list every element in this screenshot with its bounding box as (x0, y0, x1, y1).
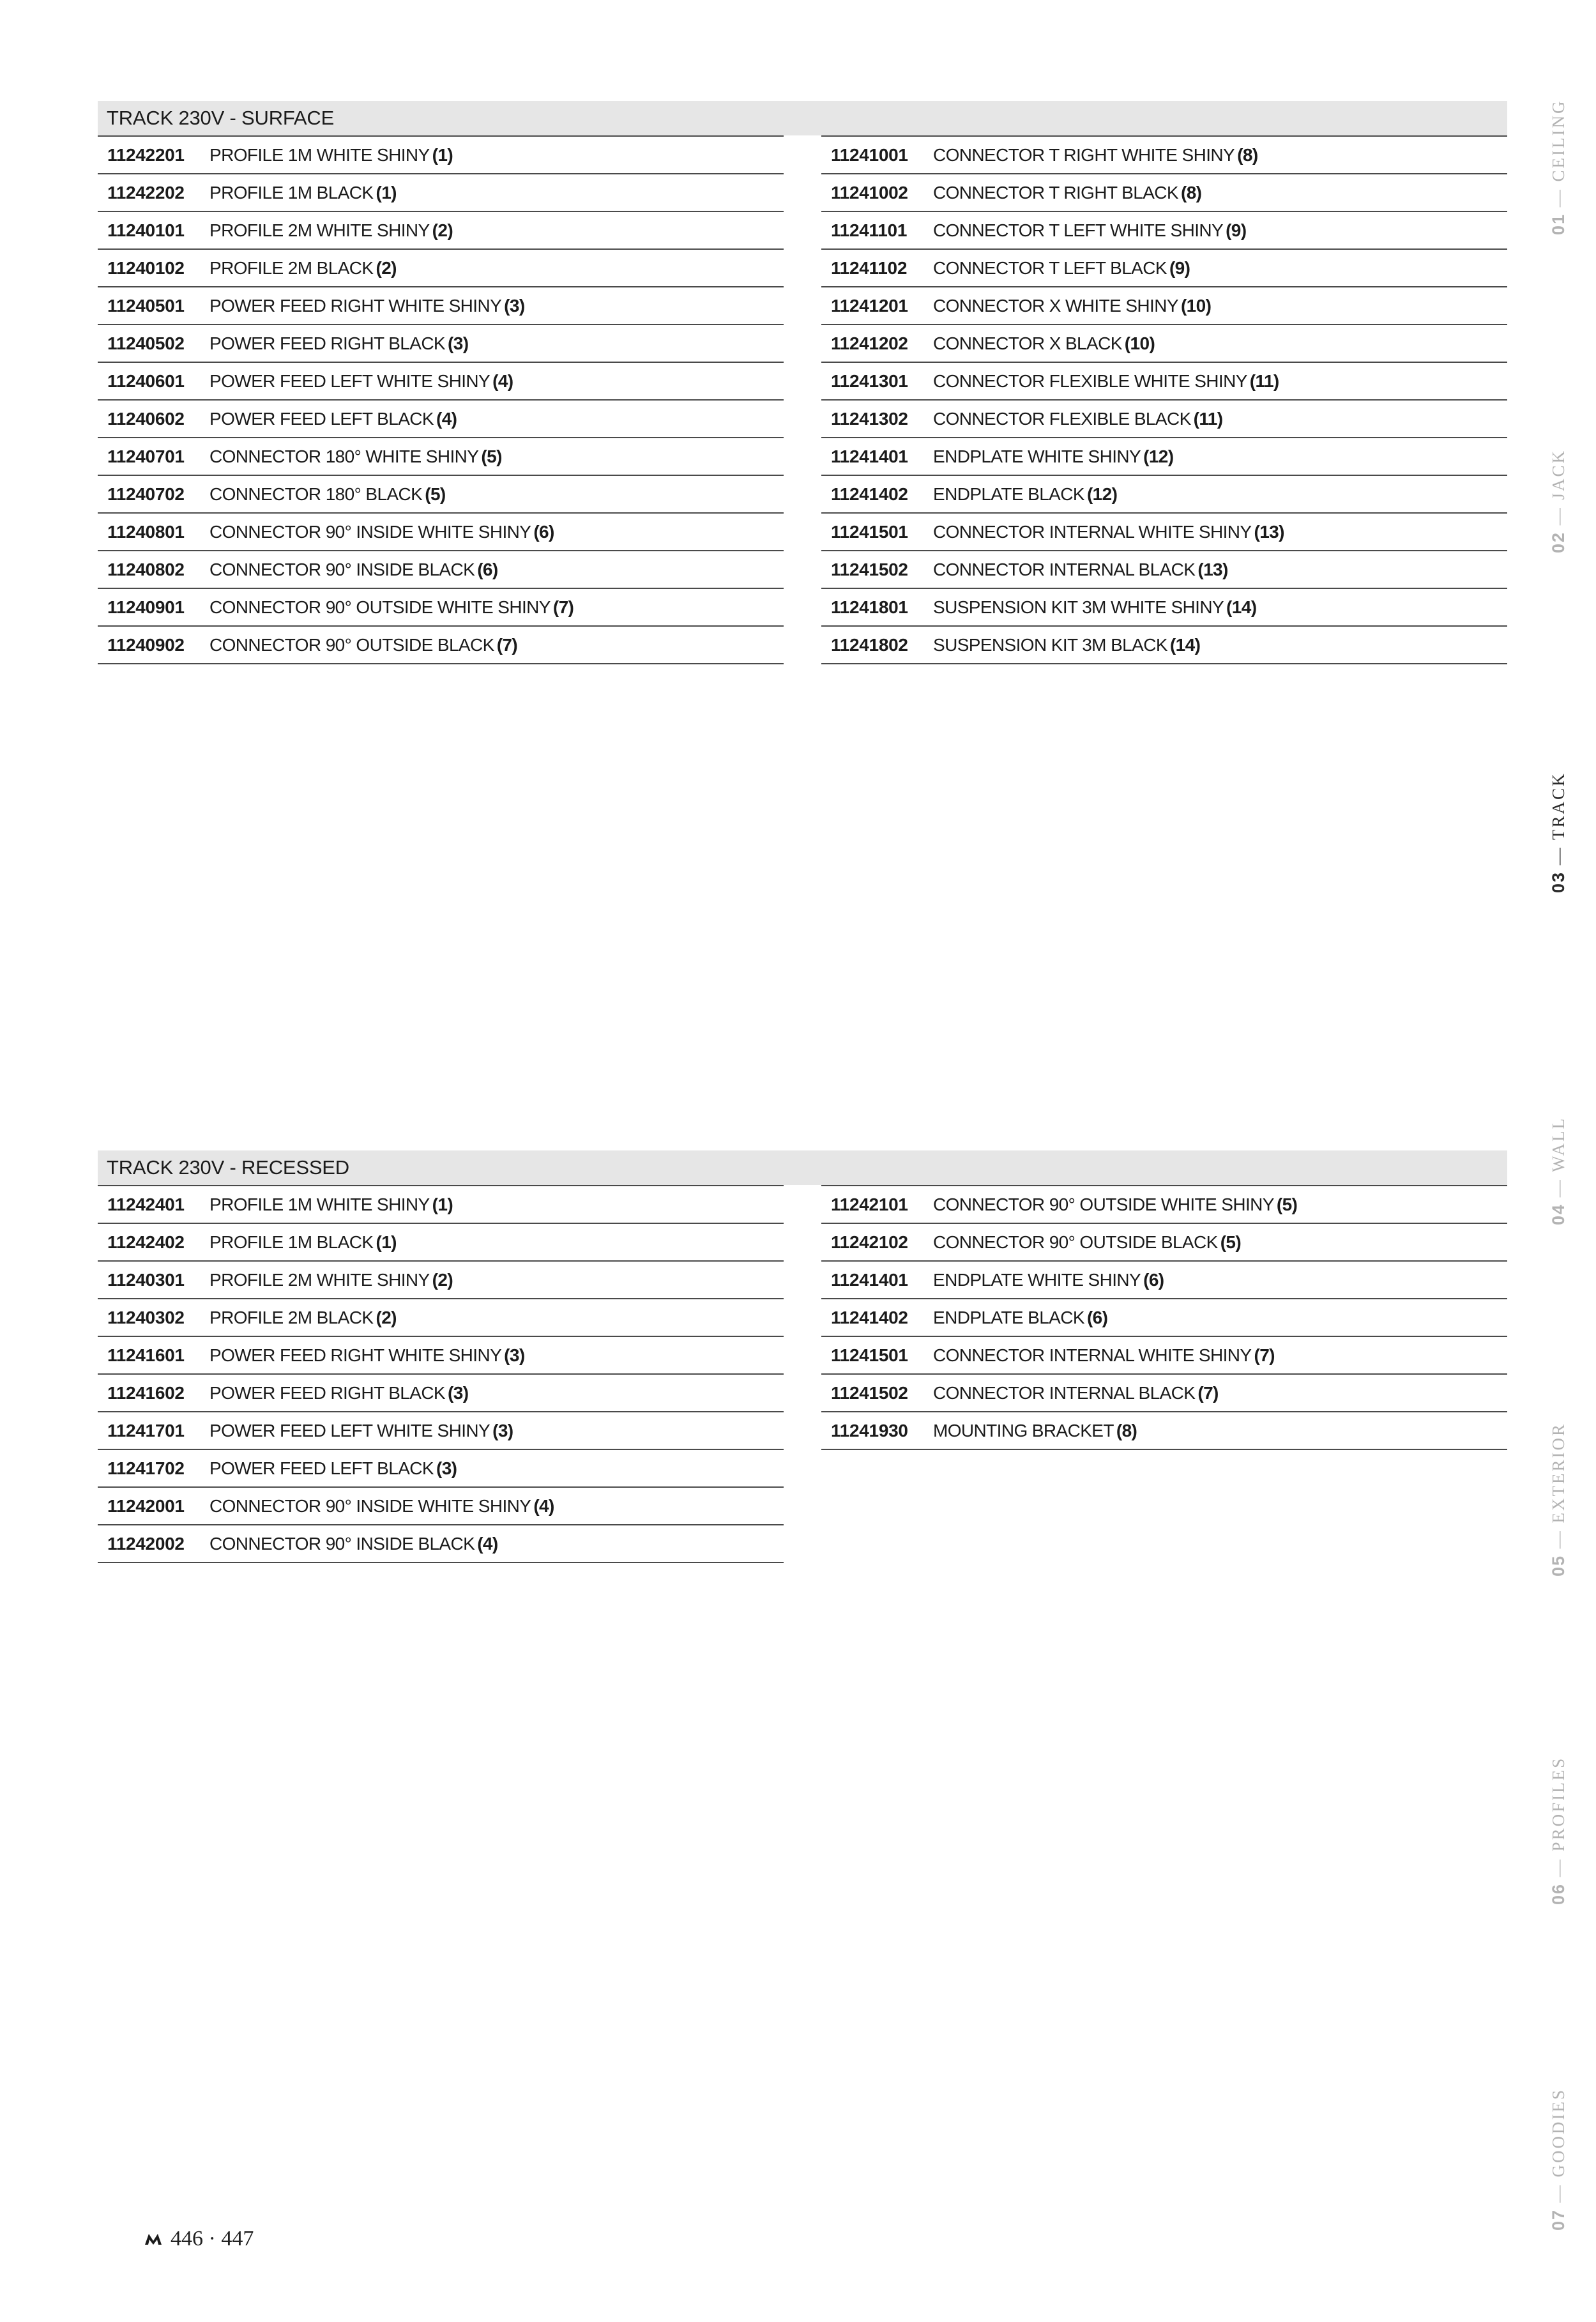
product-code: 11241502 (831, 1382, 908, 1403)
product-name: CONNECTOR INTERNAL BLACK (933, 559, 1196, 579)
table-row (98, 589, 784, 627)
product-name: POWER FEED RIGHT WHITE SHINY (209, 295, 502, 316)
product-code: 11240501 (107, 295, 185, 316)
diagram-ref-number: (3) (504, 1345, 525, 1365)
table-right (821, 135, 1507, 664)
product-code: 11241801 (831, 597, 908, 617)
diagram-ref-number: (5) (425, 484, 446, 504)
table-row (98, 514, 784, 551)
table-row (821, 1337, 1507, 1375)
table-row (98, 250, 784, 287)
table-row (98, 1224, 784, 1262)
table-row (821, 401, 1507, 438)
product-name: CONNECTOR 90° INSIDE WHITE SHINY (209, 521, 531, 542)
side-tab-goodies[interactable]: 07 — GOODIES (1549, 2088, 1568, 2231)
product-code: 11241702 (107, 1458, 185, 1478)
product-name: PROFILE 1M WHITE SHINY (209, 144, 430, 165)
product-name: POWER FEED RIGHT BLACK (209, 1382, 446, 1403)
diagram-ref-number: (13) (1254, 521, 1284, 542)
table-row (98, 1262, 784, 1299)
table-row (821, 1224, 1507, 1262)
table-row (98, 1375, 784, 1412)
product-code: 11240701 (107, 446, 185, 466)
product-code: 11241501 (831, 1345, 908, 1365)
diagram-ref-number: (7) (1254, 1345, 1275, 1365)
product-code: 11241402 (831, 1307, 908, 1327)
product-code: 11240902 (107, 634, 185, 655)
side-tab-ceiling[interactable]: 01 — CEILING (1549, 99, 1568, 235)
product-code: 11241930 (831, 1420, 908, 1440)
product-code: 11240602 (107, 408, 185, 429)
diagram-ref-number: (8) (1116, 1420, 1137, 1440)
table-right (821, 1185, 1507, 1450)
table-row (821, 551, 1507, 589)
diagram-ref-number: (9) (1226, 220, 1247, 240)
product-name: CONNECTOR 90° INSIDE BLACK (209, 1533, 475, 1554)
product-code: 11242002 (107, 1533, 185, 1554)
product-name: PROFILE 1M WHITE SHINY (209, 1194, 430, 1214)
product-code: 11241001 (831, 144, 908, 165)
diagram-ref-number: (2) (376, 257, 397, 278)
product-name: CONNECTOR X BLACK (933, 333, 1122, 353)
product-name: CONNECTOR INTERNAL WHITE SHINY (933, 521, 1252, 542)
product-code: 11240901 (107, 597, 185, 617)
product-name: PROFILE 1M BLACK (209, 182, 374, 202)
diagram-ref-number: (4) (533, 1495, 554, 1516)
table-left (98, 135, 784, 664)
table-row (821, 627, 1507, 664)
side-tab-track[interactable]: 03 — TRACK (1549, 772, 1568, 893)
diagram-ref-number: (11) (1193, 408, 1223, 429)
table-row (98, 1488, 784, 1525)
product-code: 11241201 (831, 295, 908, 316)
product-name: ENDPLATE WHITE SHINY (933, 1269, 1141, 1290)
product-code: 11240302 (107, 1307, 185, 1327)
product-code: 11240802 (107, 559, 185, 579)
product-code: 11242202 (107, 182, 185, 202)
table-row (821, 438, 1507, 476)
product-code: 11241802 (831, 634, 908, 655)
table-row (98, 476, 784, 514)
table-row (98, 1412, 784, 1450)
table-row (821, 1299, 1507, 1337)
diagram-ref-number: (2) (432, 1269, 453, 1290)
diagram-ref-number: (7) (496, 634, 518, 655)
diagram-ref-number: (1) (376, 182, 397, 202)
product-code: 11242402 (107, 1232, 185, 1252)
product-code: 11241401 (831, 446, 908, 466)
table-row (98, 287, 784, 325)
diagram-ref-number: (5) (481, 446, 502, 466)
table-row (98, 363, 784, 401)
table-row (821, 1262, 1507, 1299)
table-row (821, 174, 1507, 212)
product-code: 11241301 (831, 370, 908, 391)
product-code: 11241602 (107, 1382, 185, 1403)
diagram-ref-number: (3) (436, 1458, 457, 1478)
product-name: CONNECTOR 90° INSIDE WHITE SHINY (209, 1495, 531, 1516)
product-code: 11242001 (107, 1495, 185, 1516)
diagram-ref-number: (4) (436, 408, 457, 429)
product-name: CONNECTOR INTERNAL BLACK (933, 1382, 1196, 1403)
product-name: POWER FEED RIGHT BLACK (209, 333, 446, 353)
diagram-ref-number: (11) (1249, 370, 1279, 391)
diagram-ref-number: (7) (552, 597, 574, 617)
diagram-ref-number: (3) (492, 1420, 513, 1440)
diagram-ref-number: (1) (432, 144, 453, 165)
product-name: PROFILE 2M WHITE SHINY (209, 1269, 430, 1290)
diagram-ref-number: (10) (1124, 333, 1155, 353)
table-row (98, 627, 784, 664)
table-row (98, 438, 784, 476)
product-name: CONNECTOR 90° OUTSIDE BLACK (209, 634, 494, 655)
product-name: POWER FEED RIGHT WHITE SHINY (209, 1345, 502, 1365)
product-name: CONNECTOR 90° OUTSIDE WHITE SHINY (933, 1194, 1274, 1214)
product-name: CONNECTOR 90° INSIDE BLACK (209, 559, 475, 579)
product-name: SUSPENSION KIT 3M BLACK (933, 634, 1167, 655)
product-name: CONNECTOR T RIGHT WHITE SHINY (933, 144, 1235, 165)
side-tab-exterior[interactable]: 05 — EXTERIOR (1549, 1422, 1568, 1577)
side-tab-wall[interactable]: 04 — WALL (1549, 1116, 1568, 1225)
product-code: 11242201 (107, 144, 185, 165)
table-row (98, 1450, 784, 1488)
table-left (98, 1185, 784, 1563)
table-row (821, 325, 1507, 363)
diagram-ref-number: (4) (477, 1533, 498, 1554)
product-code: 11240102 (107, 257, 185, 278)
product-name: CONNECTOR T RIGHT BLACK (933, 182, 1178, 202)
diagram-ref-number: (6) (1143, 1269, 1164, 1290)
side-tab-jack[interactable]: 02 — JACK (1549, 448, 1568, 553)
diagram-ref-number: (2) (376, 1307, 397, 1327)
diagram-ref-number: (6) (1086, 1307, 1108, 1327)
table-row (821, 1186, 1507, 1224)
table-row (821, 287, 1507, 325)
table-row (98, 212, 784, 250)
section-title: TRACK 230V - SURFACE (98, 101, 1507, 135)
diagram-ref-number: (8) (1237, 144, 1258, 165)
product-code: 11242101 (831, 1194, 908, 1214)
table-row (821, 476, 1507, 514)
diagram-ref-number: (12) (1143, 446, 1174, 466)
diagram-ref-number: (4) (492, 370, 513, 391)
diagram-ref-number: (13) (1197, 559, 1228, 579)
product-name: CONNECTOR 180° BLACK (209, 484, 423, 504)
product-code: 11240101 (107, 220, 185, 240)
diagram-ref-number: (7) (1197, 1382, 1219, 1403)
section-surface (98, 101, 1507, 655)
product-code: 11240502 (107, 333, 185, 353)
table-row (98, 174, 784, 212)
product-name: PROFILE 2M BLACK (209, 1307, 374, 1327)
diagram-ref-number: (10) (1180, 295, 1212, 316)
product-code: 11241002 (831, 182, 908, 202)
table-row (821, 363, 1507, 401)
product-code: 11241102 (831, 257, 908, 278)
product-name: CONNECTOR T LEFT WHITE SHINY (933, 220, 1224, 240)
table-row (821, 212, 1507, 250)
section-recessed (98, 1150, 1507, 1554)
product-code: 11240301 (107, 1269, 185, 1290)
product-code: 11240702 (107, 484, 185, 504)
diagram-ref-number: (3) (504, 295, 525, 316)
diagram-ref-number: (6) (477, 559, 498, 579)
product-name: ENDPLATE BLACK (933, 1307, 1084, 1327)
page-numbers: 446 · 447 (171, 2227, 254, 2250)
table-row (821, 514, 1507, 551)
product-code: 11240801 (107, 521, 185, 542)
diagram-ref-number: (9) (1169, 257, 1190, 278)
product-name: CONNECTOR T LEFT BLACK (933, 257, 1167, 278)
diagram-ref-number: (14) (1169, 634, 1201, 655)
product-name: POWER FEED LEFT WHITE SHINY (209, 1420, 490, 1440)
table-row (98, 137, 784, 174)
table-row (98, 1337, 784, 1375)
product-code: 11241501 (831, 521, 908, 542)
product-name: ENDPLATE WHITE SHINY (933, 446, 1141, 466)
product-name: CONNECTOR FLEXIBLE BLACK (933, 408, 1191, 429)
product-name: PROFILE 2M BLACK (209, 257, 374, 278)
table-row (98, 551, 784, 589)
brand-logo-icon (144, 2232, 163, 2246)
side-tab-profiles[interactable]: 06 — PROFILES (1549, 1756, 1568, 1905)
product-code: 11241401 (831, 1269, 908, 1290)
section-title: TRACK 230V - RECESSED (98, 1150, 1507, 1185)
product-code: 11241101 (831, 220, 908, 240)
table-row (821, 589, 1507, 627)
diagram-ref-number: (12) (1086, 484, 1118, 504)
diagram-ref-number: (14) (1226, 597, 1257, 617)
diagram-ref-number: (2) (432, 220, 453, 240)
diagram-ref-number: (5) (1276, 1194, 1298, 1214)
product-name: POWER FEED LEFT BLACK (209, 1458, 434, 1478)
product-name: PROFILE 2M WHITE SHINY (209, 220, 430, 240)
table-row (821, 1412, 1507, 1450)
table-row (98, 325, 784, 363)
product-code: 11242401 (107, 1194, 185, 1214)
product-name: CONNECTOR 90° OUTSIDE WHITE SHINY (209, 597, 551, 617)
product-code: 11241202 (831, 333, 908, 353)
product-code: 11241601 (107, 1345, 185, 1365)
diagram-ref-number: (1) (376, 1232, 397, 1252)
product-name: CONNECTOR 90° OUTSIDE BLACK (933, 1232, 1218, 1252)
product-code: 11241302 (831, 408, 908, 429)
product-name: PROFILE 1M BLACK (209, 1232, 374, 1252)
product-name: CONNECTOR 180° WHITE SHINY (209, 446, 479, 466)
product-code: 11241402 (831, 484, 908, 504)
table-row (98, 1299, 784, 1337)
product-code: 11240601 (107, 370, 185, 391)
table-row (821, 1375, 1507, 1412)
product-name: SUSPENSION KIT 3M WHITE SHINY (933, 597, 1224, 617)
product-name: ENDPLATE BLACK (933, 484, 1084, 504)
diagram-ref-number: (6) (533, 521, 554, 542)
diagram-ref-number: (1) (432, 1194, 453, 1214)
page-footer (144, 2227, 254, 2251)
product-name: MOUNTING BRACKET (933, 1420, 1114, 1440)
product-code: 11241701 (107, 1420, 185, 1440)
product-name: CONNECTOR X WHITE SHINY (933, 295, 1178, 316)
table-row (98, 1186, 784, 1224)
diagram-ref-number: (3) (448, 333, 469, 353)
table-row (821, 250, 1507, 287)
product-name: CONNECTOR INTERNAL WHITE SHINY (933, 1345, 1252, 1365)
product-name: POWER FEED LEFT WHITE SHINY (209, 370, 490, 391)
diagram-ref-number: (8) (1180, 182, 1202, 202)
product-code: 11241502 (831, 559, 908, 579)
diagram-ref-number: (3) (448, 1382, 469, 1403)
product-name: POWER FEED LEFT BLACK (209, 408, 434, 429)
diagram-ref-number: (5) (1220, 1232, 1242, 1252)
product-name: CONNECTOR FLEXIBLE WHITE SHINY (933, 370, 1247, 391)
product-code: 11242102 (831, 1232, 908, 1252)
table-row (98, 401, 784, 438)
table-row (821, 137, 1507, 174)
table-row (98, 1525, 784, 1563)
